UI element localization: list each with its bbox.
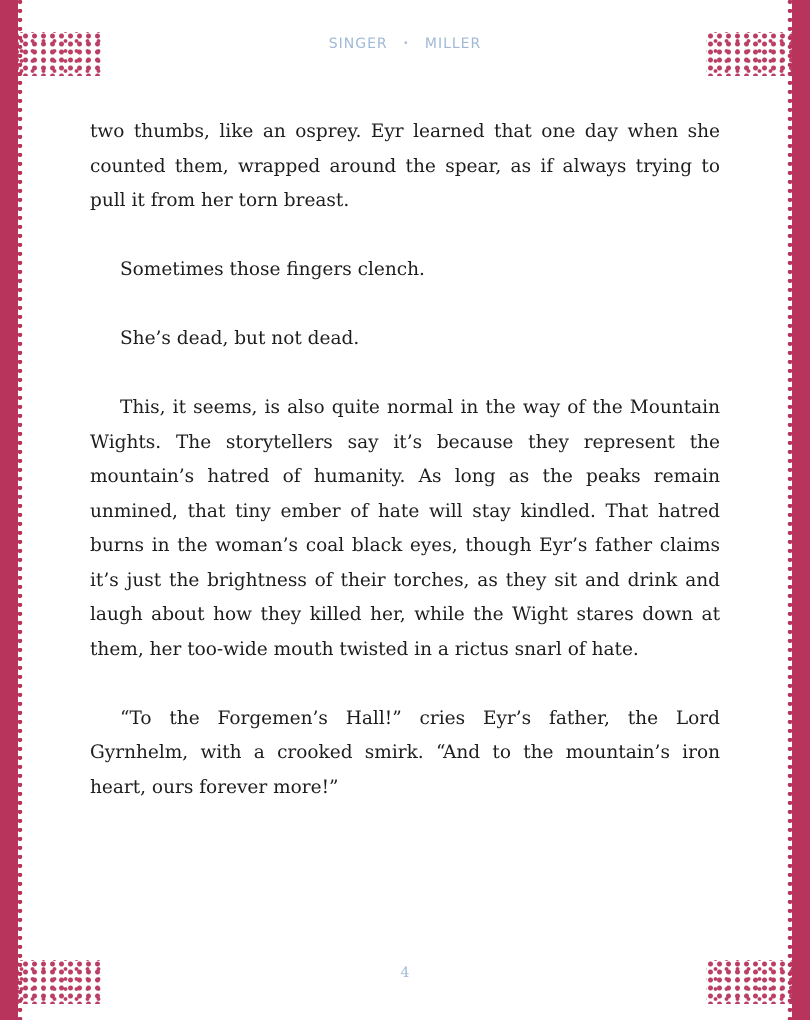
right-decorative-border: [792, 0, 810, 1020]
header-author-left: SINGER: [328, 36, 388, 52]
paragraph: “To the Forgemen’s Hall!” cries Eyr’s father, the Lord Gyrnhelm, with a crooked smirk. “And to the mountain’s iron heart, ours forever more!”: [90, 707, 720, 798]
page-number: 4: [400, 965, 410, 981]
running-header: [0, 36, 810, 52]
header-author-right: MILLER: [424, 36, 482, 52]
paragraph: This, it seems, is also quite normal in the way of the Mountain Wights. The storytellers say it’s because they represent the mountain’s hatred of humanity. As long as the peaks remain unmined, that tiny ember of hate will stay kindled. That hatred burns in the woman’s coal black eyes, though Eyr’s father claims it’s just the brightness of their torches, as they sit and drink and laugh about how they killed her, while the Wight stares down at them, her too-wide mouth twisted in a rictus snarl of hate.: [90, 397, 720, 660]
body-text: [90, 115, 720, 840]
left-decorative-border: [0, 0, 18, 1020]
paragraph: She’s dead, but not dead.: [120, 328, 360, 349]
paragraph: Sometimes those fingers clench.: [120, 259, 425, 280]
paragraph: two thumbs, like an osprey. Eyr learned that one day when she counted them, wrapped around the spear, as if always trying to pull it from her torn breast.: [90, 121, 720, 211]
header-separator: •: [403, 39, 410, 49]
